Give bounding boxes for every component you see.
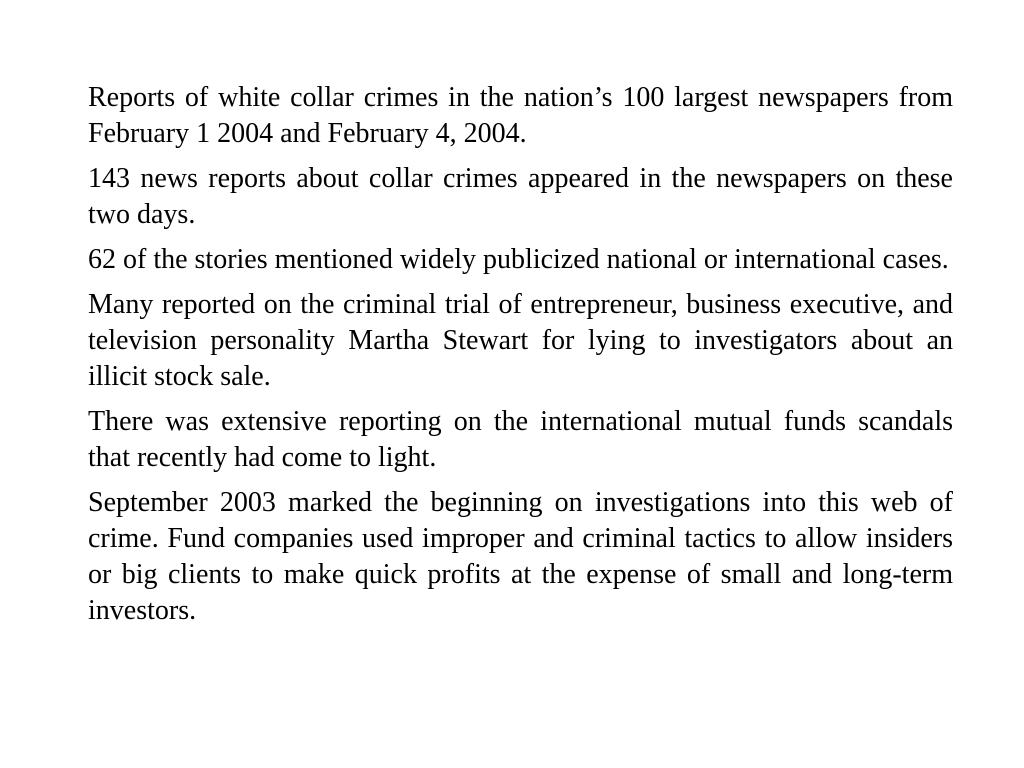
paragraph-143-reports: 143 news reports about collar crimes appeared in the newspapers on these two days. — [88, 163, 953, 230]
paragraph-62-stories: 62 of the stories mentioned widely publicized national or international cases. — [88, 244, 949, 275]
slide-body-text — [88, 80, 953, 629]
paragraph-newspaper-reports: Reports of white collar crimes in the nation’s 100 largest newspapers from February 1 2004 and February 4, 2004. — [88, 82, 953, 149]
paragraph-martha-stewart: Many reported on the criminal trial of entrepreneur, business executive, and television personality Martha Stewart for lying to investigators about an illicit stock sale. — [88, 289, 953, 392]
paragraph-september-2003: September 2003 marked the beginning on investigations into this web of crime. Fund companies used improper and criminal tactics to allow insiders or big clients to make quick profits at the expense of small and long-term investors. — [88, 487, 953, 626]
paragraph-mutual-funds: There was extensive reporting on the international mutual funds scandals that recently had come to light. — [88, 406, 953, 473]
